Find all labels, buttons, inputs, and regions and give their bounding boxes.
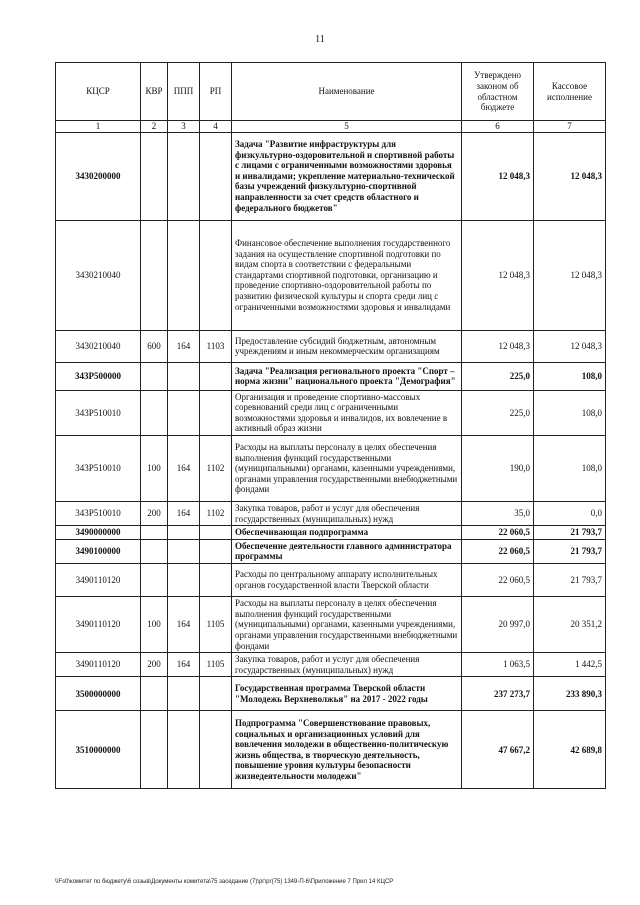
approved-cell: 47 667,2 — [462, 711, 534, 789]
cash-cell: 0,0 — [534, 502, 606, 526]
rp-cell — [200, 711, 232, 789]
ppp-cell — [168, 564, 200, 597]
cash-cell: 108,0 — [534, 436, 606, 502]
name-cell: Расходы на выплаты персоналу в целях обеспечения выполнения функций государственными (муниципальными) органами, казенными учреждениями, органами управления государственными внебюджетными фондами — [232, 436, 462, 502]
table-row — [56, 436, 606, 502]
kvr-cell — [141, 362, 168, 390]
kvr-cell: 200 — [141, 653, 168, 677]
name-cell: Задача "Реализация регионального проекта "Спорт – норма жизни" национального проекта "Демография" — [232, 362, 462, 390]
cash-cell: 20 351,2 — [534, 597, 606, 653]
kcsr-cell: 3510000000 — [56, 711, 141, 789]
approved-cell: 20 997,0 — [462, 597, 534, 653]
ppp-cell — [168, 677, 200, 711]
page-number: 11 — [315, 34, 325, 45]
ppp-cell — [168, 132, 200, 220]
kcsr-cell: 3490000000 — [56, 526, 141, 540]
kcsr-cell: 3430210040 — [56, 220, 141, 330]
rp-cell — [200, 362, 232, 390]
name-cell: Задача "Развитие инфраструктуры для физкультурно-оздоровительной и спортивной работы с лицами с ограниченными возможностями здоровья и инвалидами; укрепление материально-технической базы учреждений физкультурно-спортивной направленности за счет средств областного и федерального бюджетов" — [232, 132, 462, 220]
ppp-cell: 164 — [168, 653, 200, 677]
name-cell: Обеспечивающая подпрограмма — [232, 526, 462, 540]
kcsr-cell: 343P510010 — [56, 502, 141, 526]
rp-cell — [200, 132, 232, 220]
kcsr-cell: 343P510010 — [56, 390, 141, 435]
index-cell: 7 — [534, 121, 606, 133]
approved-cell: 237 273,7 — [462, 677, 534, 711]
rp-cell — [200, 390, 232, 435]
table-row — [56, 362, 606, 390]
cash-cell: 12 048,3 — [534, 220, 606, 330]
table-row — [56, 597, 606, 653]
approved-cell: 12 048,3 — [462, 220, 534, 330]
rp-cell: 1103 — [200, 330, 232, 362]
approved-cell: 35,0 — [462, 502, 534, 526]
name-cell: Государственная программа Тверской области "Молодежь Верхневолжья" на 2017 - 2022 годы — [232, 677, 462, 711]
kcsr-cell: 343P510010 — [56, 436, 141, 502]
kvr-cell: 200 — [141, 502, 168, 526]
approved-cell: 22 060,5 — [462, 526, 534, 540]
approved-cell: 12 048,3 — [462, 132, 534, 220]
kvr-cell: 100 — [141, 436, 168, 502]
cash-cell: 1 442,5 — [534, 653, 606, 677]
cash-cell: 12 048,3 — [534, 132, 606, 220]
rp-cell — [200, 526, 232, 540]
ppp-cell: 164 — [168, 330, 200, 362]
table-row — [56, 330, 606, 362]
kcsr-cell: 3490100000 — [56, 539, 141, 563]
kvr-cell: 100 — [141, 597, 168, 653]
index-cell: 4 — [200, 121, 232, 133]
kvr-cell: 600 — [141, 330, 168, 362]
index-cell: 3 — [168, 121, 200, 133]
name-cell: Закупка товаров, работ и услуг для обеспечения государственных (муниципальных) нужд — [232, 502, 462, 526]
kvr-cell — [141, 564, 168, 597]
kcsr-cell: 3430210040 — [56, 330, 141, 362]
name-cell: Финансовое обеспечение выполнения государственного задания на осуществление спортивной подготовки по видам спорта в соответствии с федеральными стандартами спортивной подготовки, организацию и проведение спортивно-оздоровительной работы по развитию физической культуры и спорта среди лиц с ограниченными возможностями здоровья и инвалидами — [232, 220, 462, 330]
kcsr-cell: 3430200000 — [56, 132, 141, 220]
index-cell: 6 — [462, 121, 534, 133]
cash-cell: 108,0 — [534, 362, 606, 390]
rp-cell — [200, 677, 232, 711]
rp-cell: 1105 — [200, 597, 232, 653]
kvr-cell — [141, 390, 168, 435]
index-cell: 1 — [56, 121, 141, 133]
index-cell: 2 — [141, 121, 168, 133]
table-row — [56, 677, 606, 711]
approved-cell: 1 063,5 — [462, 653, 534, 677]
ppp-cell — [168, 390, 200, 435]
header-name: Наименование — [232, 63, 462, 121]
cash-cell: 233 890,3 — [534, 677, 606, 711]
kcsr-cell: 3490110120 — [56, 564, 141, 597]
kcsr-cell: 3490110120 — [56, 653, 141, 677]
name-cell: Предоставление субсидий бюджетным, автономным учреждениям и иным некоммерческим организациям — [232, 330, 462, 362]
approved-cell: 22 060,5 — [462, 539, 534, 563]
table-body — [56, 132, 606, 789]
approved-cell: 22 060,5 — [462, 564, 534, 597]
approved-cell: 225,0 — [462, 390, 534, 435]
kvr-cell — [141, 677, 168, 711]
kvr-cell — [141, 132, 168, 220]
rp-cell: 1102 — [200, 502, 232, 526]
kvr-cell — [141, 220, 168, 330]
kcsr-cell: 3500000000 — [56, 677, 141, 711]
header-kcsr: КЦСР — [56, 63, 141, 121]
table-row — [56, 502, 606, 526]
name-cell: Закупка товаров, работ и услуг для обеспечения государственных (муниципальных) нужд — [232, 653, 462, 677]
ppp-cell: 164 — [168, 597, 200, 653]
header-cash: Кассовое исполнение — [534, 63, 606, 121]
cash-cell: 21 793,7 — [534, 564, 606, 597]
header-rp: РП — [200, 63, 232, 121]
approved-cell: 12 048,3 — [462, 330, 534, 362]
table-row — [56, 132, 606, 220]
table-row — [56, 653, 606, 677]
ppp-cell — [168, 220, 200, 330]
table-row — [56, 564, 606, 597]
column-index-row — [56, 121, 606, 133]
index-cell: 5 — [232, 121, 462, 133]
ppp-cell — [168, 362, 200, 390]
table-row — [56, 539, 606, 563]
approved-cell: 225,0 — [462, 362, 534, 390]
name-cell: Обеспечение деятельности главного администратора программы — [232, 539, 462, 563]
ppp-cell: 164 — [168, 502, 200, 526]
cash-cell: 108,0 — [534, 390, 606, 435]
cash-cell: 21 793,7 — [534, 526, 606, 540]
kcsr-cell: 343P500000 — [56, 362, 141, 390]
budget-table — [55, 62, 606, 789]
name-cell: Расходы на выплаты персоналу в целях обеспечения выполнения функций государственными (муниципальными) органами, казенными учреждениями, органами управления государственными внебюджетными фондами — [232, 597, 462, 653]
table-row — [56, 526, 606, 540]
rp-cell — [200, 539, 232, 563]
table-row — [56, 711, 606, 789]
ppp-cell — [168, 711, 200, 789]
rp-cell — [200, 564, 232, 597]
name-cell: Организация и проведение спортивно-массовых соревнований среди лиц с ограниченными возможностями здоровья и инвалидов, их вовлечение в активный образ жизни — [232, 390, 462, 435]
header-row — [56, 63, 606, 121]
file-path-footer: \\Fs0\комитет по бюджету\6 созыв\Документы комитета\75 заседание (7)\рг\рг(75) 1349-П-6\Приложение 7 Прил 14 КЦСР — [55, 879, 394, 885]
header-ppp: ППП — [168, 63, 200, 121]
cash-cell: 21 793,7 — [534, 539, 606, 563]
header-approved: Утверждено законом об областном бюджете — [462, 63, 534, 121]
cash-cell: 12 048,3 — [534, 330, 606, 362]
ppp-cell — [168, 539, 200, 563]
name-cell: Подпрограмма "Совершенствование правовых, социальных и организационных условий для вовлечения молодежи в общественно-политическую жизнь общества, в творческую деятельность, повышение уровня культуры безопасности жизнедеятельности молодежи" — [232, 711, 462, 789]
ppp-cell — [168, 526, 200, 540]
kcsr-cell: 3490110120 — [56, 597, 141, 653]
table-row — [56, 220, 606, 330]
cash-cell: 42 689,8 — [534, 711, 606, 789]
kvr-cell — [141, 539, 168, 563]
rp-cell: 1102 — [200, 436, 232, 502]
table-row — [56, 390, 606, 435]
approved-cell: 190,0 — [462, 436, 534, 502]
header-kvr: КВР — [141, 63, 168, 121]
rp-cell: 1105 — [200, 653, 232, 677]
rp-cell — [200, 220, 232, 330]
name-cell: Расходы по центральному аппарату исполнительных органов государственной власти Тверской области — [232, 564, 462, 597]
kvr-cell — [141, 711, 168, 789]
ppp-cell: 164 — [168, 436, 200, 502]
kvr-cell — [141, 526, 168, 540]
